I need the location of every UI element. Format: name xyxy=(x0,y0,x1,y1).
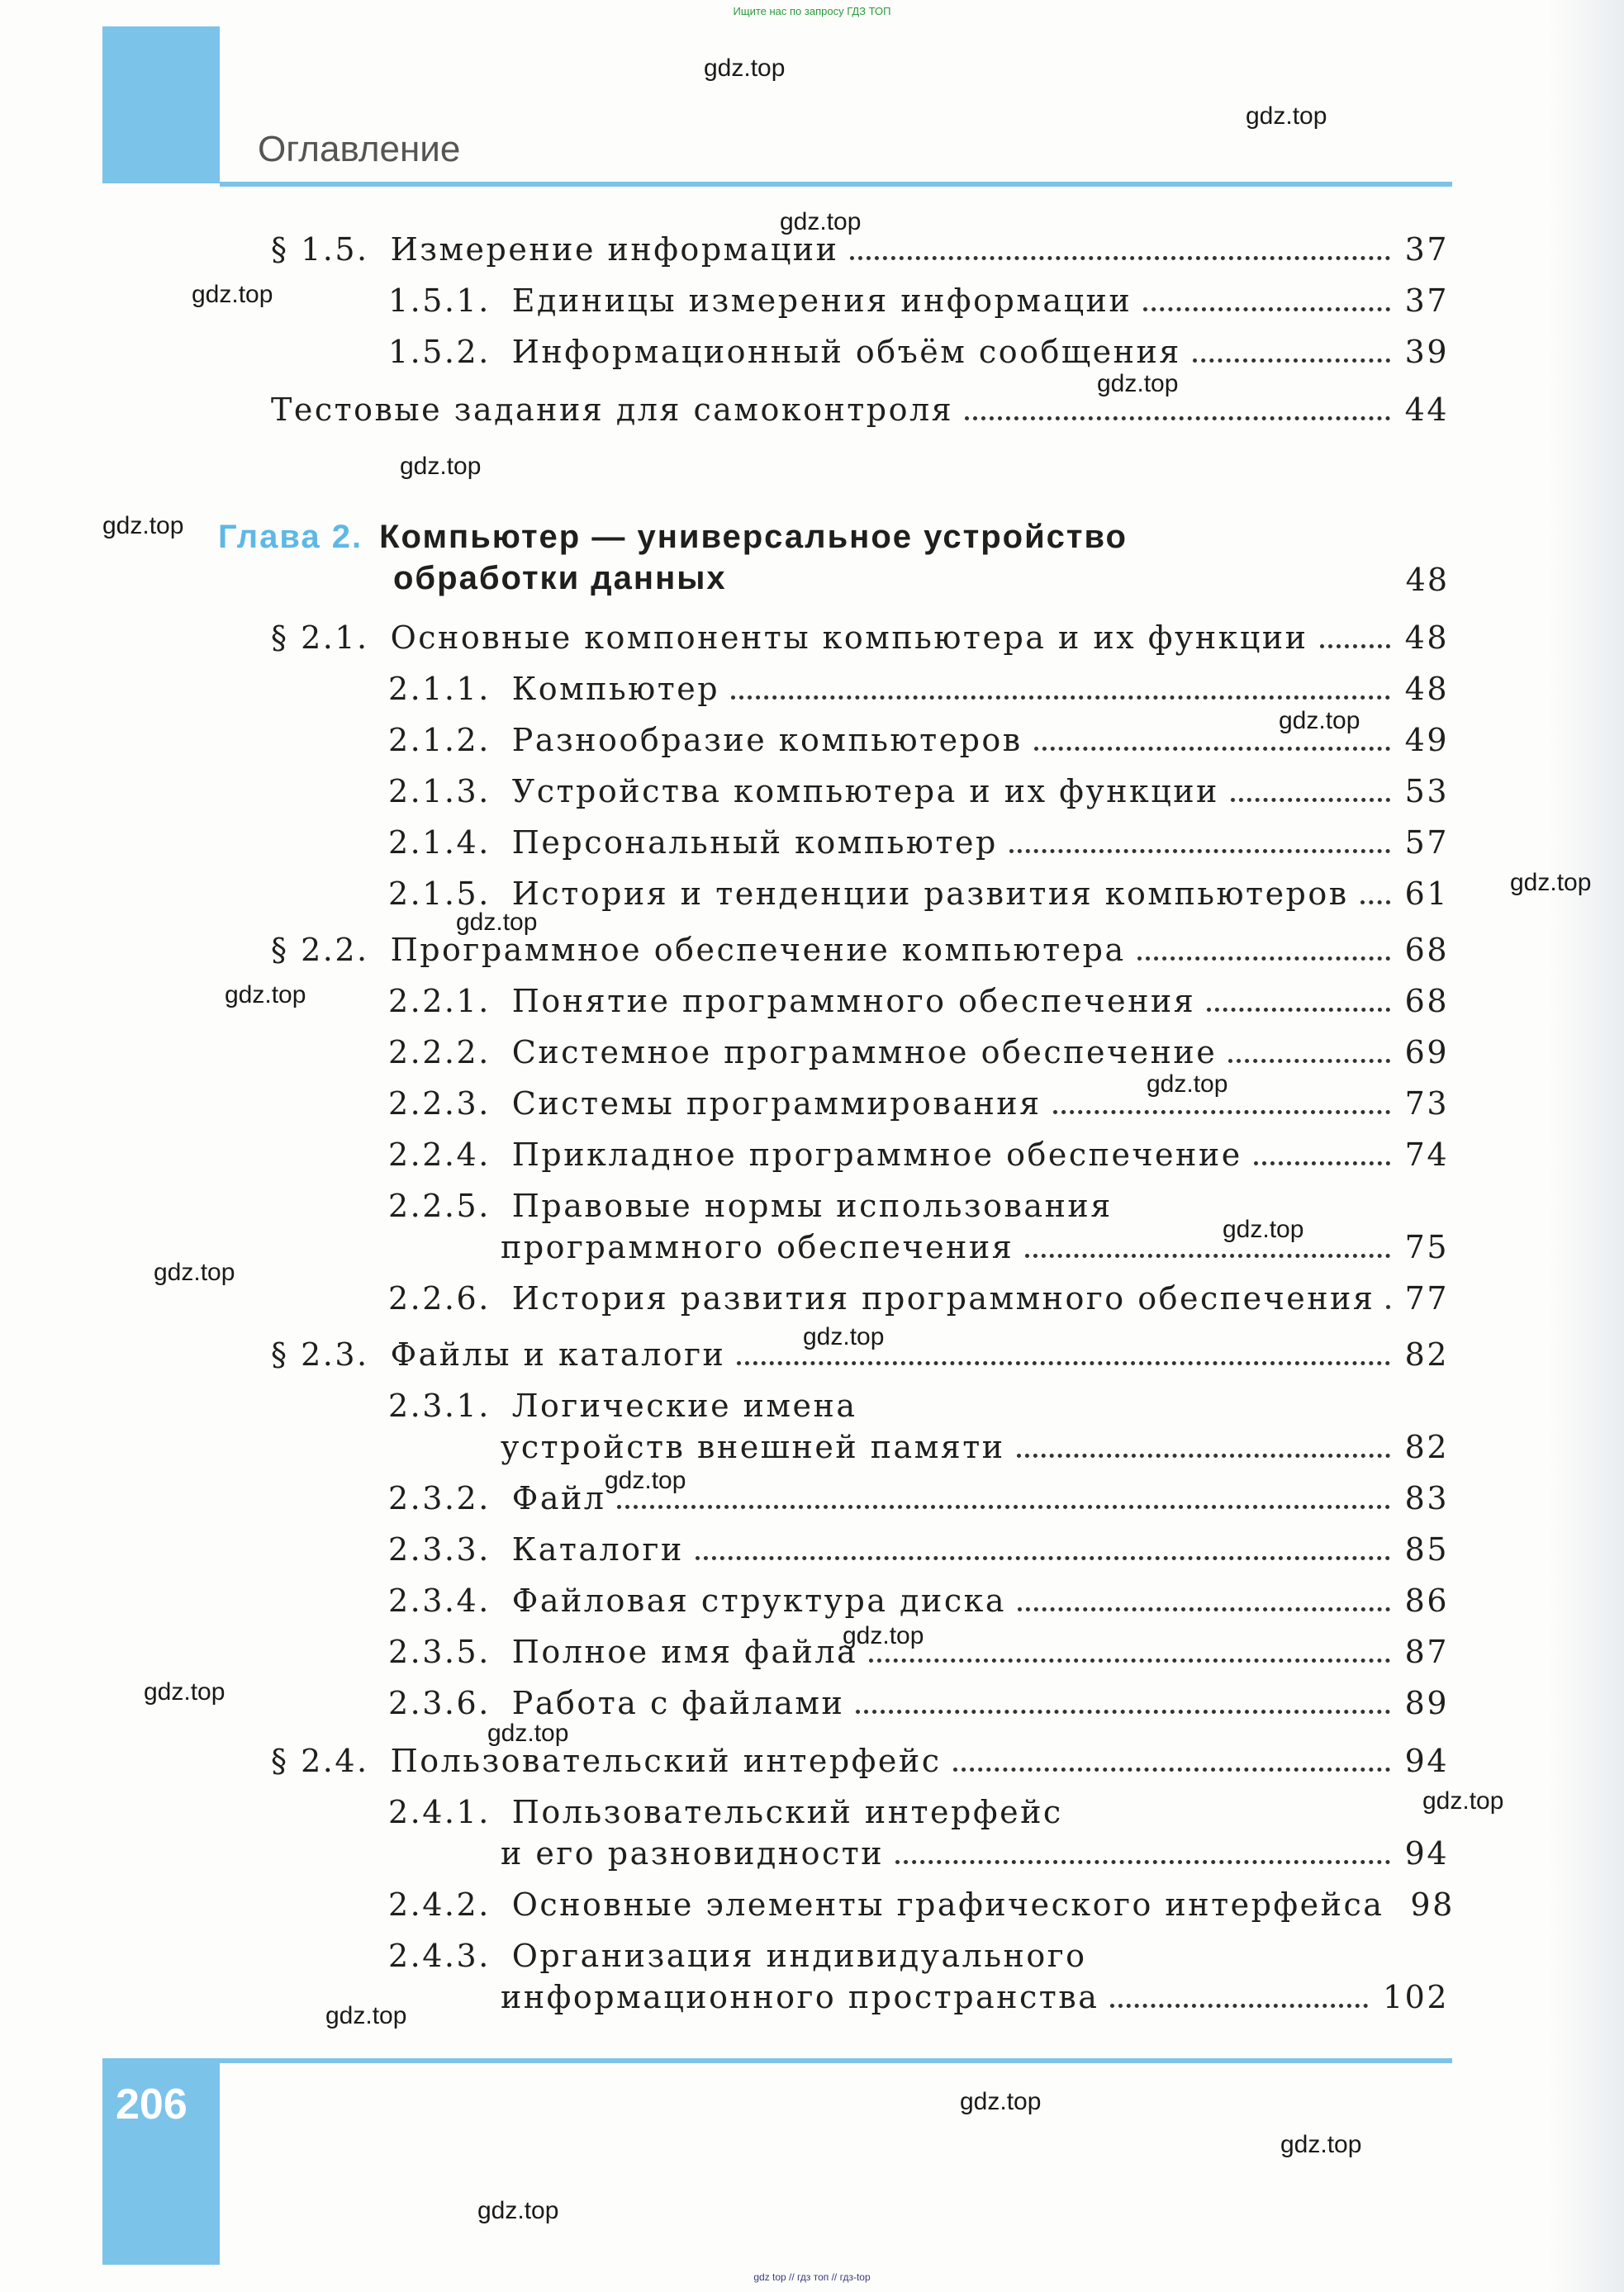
toc-title: Измерение информации xyxy=(390,231,839,268)
toc-title: Тестовые задания для самоконтроля xyxy=(271,391,954,428)
toc-number: 2.3.5. xyxy=(388,1634,491,1670)
leader-dots xyxy=(895,1860,1390,1864)
toc-row xyxy=(388,671,1449,707)
toc-number: § 2.2. xyxy=(271,932,369,968)
toc-row xyxy=(388,1583,1449,1619)
leader-dots xyxy=(1193,358,1390,363)
toc-number: 2.2.4. xyxy=(388,1137,491,1173)
toc-row xyxy=(388,773,1449,809)
toc-title: Правовые нормы использования xyxy=(511,1188,1113,1224)
watermark: gdz.top xyxy=(1246,102,1327,130)
toc-title: Пользовательский интерфейс xyxy=(511,1794,1063,1830)
toc-title: Системное программное обеспечение xyxy=(511,1034,1218,1070)
watermark: gdz.top xyxy=(1223,1216,1304,1243)
leader-dots xyxy=(731,695,1390,700)
toc-number: 2.3.1. xyxy=(388,1388,491,1424)
toc-row xyxy=(271,231,1449,268)
toc-title: Компьютер xyxy=(511,671,720,707)
footer-rule xyxy=(220,2058,1452,2063)
toc-title: программного обеспечения xyxy=(501,1229,1014,1265)
toc-page: 83 xyxy=(1404,1480,1449,1516)
toc-page: 94 xyxy=(1404,1835,1449,1872)
leader-dots xyxy=(1228,1059,1389,1063)
toc-row xyxy=(388,1280,1449,1317)
leader-dots xyxy=(953,1768,1390,1772)
toc-page: 37 xyxy=(1404,282,1449,319)
toc-number: 1.5.2. xyxy=(388,334,491,370)
toc-page: 82 xyxy=(1404,1336,1449,1373)
toc-title: Программное обеспечение компьютера xyxy=(390,932,1126,968)
chapter-heading xyxy=(218,519,1128,556)
chapter-page: 48 xyxy=(1405,562,1449,598)
toc-page: 39 xyxy=(1404,334,1449,370)
leader-dots xyxy=(965,416,1390,420)
toc-title: Файл xyxy=(511,1480,606,1516)
watermark: gdz.top xyxy=(1279,707,1360,734)
toc-page: 68 xyxy=(1404,983,1449,1019)
chapter-title-line1: Компьютер — универсальное устройство xyxy=(379,519,1128,555)
watermark: gdz.top xyxy=(1510,869,1592,896)
toc-number: 2.3.2. xyxy=(388,1480,491,1516)
page-number: 206 xyxy=(116,2081,188,2128)
toc-number: § 2.1. xyxy=(271,619,369,656)
toc-page: 57 xyxy=(1404,824,1449,861)
toc-page: 85 xyxy=(1404,1531,1449,1568)
toc-row xyxy=(388,983,1449,1019)
watermark: gdz.top xyxy=(780,208,862,235)
toc-number: 2.4.2. xyxy=(388,1886,491,1923)
leader-dots xyxy=(1137,956,1390,961)
toc-title: История развития программного обеспечения xyxy=(511,1280,1375,1317)
toc-row xyxy=(388,824,1449,861)
toc-row xyxy=(501,1979,1449,2015)
leader-dots xyxy=(1053,1110,1390,1114)
toc-number: 2.1.4. xyxy=(388,824,491,861)
toc-title: Пользовательский интерфейс xyxy=(390,1743,942,1779)
watermark: gdz.top xyxy=(456,909,538,936)
header-accent-bar xyxy=(102,26,220,183)
watermark: gdz.top xyxy=(960,2088,1042,2115)
toc-title: Полное имя файла xyxy=(511,1634,858,1670)
page-header: Оглавление xyxy=(258,129,461,169)
leader-dots xyxy=(1231,798,1390,802)
toc-title: Прикладное программное обеспечение xyxy=(511,1137,1242,1173)
watermark: gdz.top xyxy=(1280,2131,1362,2158)
toc-title: Файлы и каталоги xyxy=(390,1336,726,1373)
toc-page: 89 xyxy=(1404,1685,1449,1721)
toc-page: 73 xyxy=(1404,1085,1449,1122)
watermark: gdz.top xyxy=(1147,1070,1228,1098)
chapter-label: Глава 2. xyxy=(218,519,363,555)
bottom-note: gdz top // гдз топ // гдз-top xyxy=(753,2271,871,2283)
leader-dots xyxy=(1018,1607,1390,1611)
toc-row xyxy=(388,282,1449,319)
toc-title: История и тенденции развития компьютеров xyxy=(511,876,1349,912)
toc-row xyxy=(388,1685,1449,1721)
leader-dots xyxy=(1254,1161,1390,1165)
toc-row xyxy=(388,1085,1449,1122)
toc-page: 37 xyxy=(1404,231,1449,268)
toc-number: 2.3.4. xyxy=(388,1583,491,1619)
toc-title: Единицы измерения информации xyxy=(511,282,1133,319)
leader-dots xyxy=(617,1505,1389,1509)
leader-dots xyxy=(869,1658,1389,1663)
toc-page: 77 xyxy=(1404,1280,1449,1317)
toc-number: § 1.5. xyxy=(271,231,369,268)
watermark: gdz.top xyxy=(1097,370,1179,397)
toc-page: 69 xyxy=(1404,1034,1449,1070)
toc-title: Понятие программного обеспечения xyxy=(511,983,1196,1019)
toc-page: 68 xyxy=(1404,932,1449,968)
top-note: Ищите нас по запросу ГДЗ ТОП xyxy=(733,5,891,17)
watermark: gdz.top xyxy=(1422,1787,1504,1815)
watermark: gdz.top xyxy=(154,1259,235,1286)
toc-page: 82 xyxy=(1404,1429,1449,1465)
toc-row xyxy=(271,391,1449,428)
watermark: gdz.top xyxy=(704,55,786,82)
watermark: gdz.top xyxy=(803,1323,885,1350)
toc-number: 2.1.1. xyxy=(388,671,491,707)
toc-row xyxy=(388,1480,1449,1516)
toc-title: Разнообразие компьютеров xyxy=(511,722,1023,758)
leader-dots xyxy=(737,1361,1389,1365)
toc-row xyxy=(501,1429,1449,1465)
leader-dots xyxy=(1009,849,1390,853)
toc-number: 2.3.3. xyxy=(388,1531,491,1568)
toc-row xyxy=(271,619,1449,656)
toc-page: 49 xyxy=(1404,722,1449,758)
watermark: gdz.top xyxy=(400,453,482,480)
leader-dots xyxy=(1110,2004,1368,2008)
header-rule xyxy=(220,182,1452,187)
watermark: gdz.top xyxy=(605,1467,686,1494)
toc-row xyxy=(271,1743,1449,1779)
toc-row xyxy=(501,1835,1449,1872)
watermark: gdz.top xyxy=(477,2197,559,2224)
toc-number: 1.5.1. xyxy=(388,282,491,319)
toc-title: Организация индивидуального xyxy=(511,1938,1087,1974)
toc-number: 2.1.2. xyxy=(388,722,491,758)
leader-dots xyxy=(1017,1454,1390,1458)
toc-row xyxy=(271,932,1449,968)
toc-number: 2.1.3. xyxy=(388,773,491,809)
toc-row xyxy=(388,876,1449,912)
toc-page: 98 xyxy=(1410,1886,1455,1923)
leader-dots xyxy=(1034,747,1390,751)
chapter-title-line2: обработки данных xyxy=(393,560,727,596)
watermark: gdz.top xyxy=(843,1622,924,1649)
toc-title: Системы программирования xyxy=(511,1085,1042,1122)
leader-dots xyxy=(1025,1254,1389,1258)
toc-number: § 2.4. xyxy=(271,1743,369,1779)
toc-title: и его разновидности xyxy=(501,1835,885,1872)
toc-page: 102 xyxy=(1382,1979,1449,2015)
toc-row xyxy=(388,1938,1449,1974)
toc-row xyxy=(388,1137,1449,1173)
leader-dots xyxy=(1360,900,1390,904)
leader-dots xyxy=(1386,1305,1389,1309)
toc-number: 2.2.5. xyxy=(388,1188,491,1224)
toc-title: информационного пространства xyxy=(501,1979,1099,2015)
watermark: gdz.top xyxy=(325,2002,407,2029)
watermark: gdz.top xyxy=(487,1720,569,1747)
toc-number: § 2.3. xyxy=(271,1336,369,1373)
toc-page: 74 xyxy=(1404,1137,1449,1173)
toc-number: 2.1.5. xyxy=(388,876,491,912)
toc-title: устройств внешней памяти xyxy=(501,1429,1005,1465)
toc-row xyxy=(388,1034,1449,1070)
leader-dots xyxy=(850,256,1389,260)
toc-page: 44 xyxy=(1404,391,1449,428)
toc-page: 87 xyxy=(1404,1634,1449,1670)
toc-number: 2.4.3. xyxy=(388,1938,491,1974)
leader-dots xyxy=(856,1710,1389,1714)
toc-row xyxy=(388,334,1449,370)
toc-number: 2.3.6. xyxy=(388,1685,491,1721)
toc-row xyxy=(388,1886,1455,1923)
page-edge-shadow xyxy=(1550,0,1624,2292)
toc-number: 2.2.2. xyxy=(388,1034,491,1070)
toc-page: 86 xyxy=(1404,1583,1449,1619)
watermark: gdz.top xyxy=(192,281,273,308)
leader-dots xyxy=(1143,307,1389,311)
leader-dots xyxy=(1207,1008,1389,1012)
leader-dots xyxy=(696,1556,1390,1560)
toc-page: 48 xyxy=(1404,671,1449,707)
toc-title: Файловая структура диска xyxy=(511,1583,1007,1619)
toc-title: Логические имена xyxy=(511,1388,857,1424)
toc-title: Работа с файлами xyxy=(511,1685,845,1721)
toc-title: Основные элементы графического интерфейса xyxy=(511,1886,1384,1923)
toc-row xyxy=(388,1531,1449,1568)
watermark: gdz.top xyxy=(144,1678,226,1706)
toc-row xyxy=(388,1794,1449,1830)
toc-page: 75 xyxy=(1404,1229,1449,1265)
toc-title: Информационный объём сообщения xyxy=(511,334,1181,370)
toc-number: 2.2.3. xyxy=(388,1085,491,1122)
toc-row xyxy=(501,1229,1449,1265)
toc-title: Персональный компьютер xyxy=(511,824,998,861)
watermark: gdz.top xyxy=(102,512,184,539)
toc-page: 48 xyxy=(1404,619,1449,656)
leader-dots xyxy=(1320,644,1390,648)
toc-title: Основные компоненты компьютера и их функции xyxy=(390,619,1308,656)
watermark: gdz.top xyxy=(225,981,306,1008)
toc-page: 53 xyxy=(1404,773,1449,809)
toc-title: Каталоги xyxy=(511,1531,684,1568)
toc-number: 2.2.6. xyxy=(388,1280,491,1317)
toc-page: 94 xyxy=(1404,1743,1449,1779)
toc-number: 2.4.1. xyxy=(388,1794,491,1830)
toc-title: Устройства компьютера и их функции xyxy=(511,773,1219,809)
toc-row xyxy=(388,1388,1449,1424)
toc-number: 2.2.1. xyxy=(388,983,491,1019)
toc-page: 61 xyxy=(1404,876,1449,912)
